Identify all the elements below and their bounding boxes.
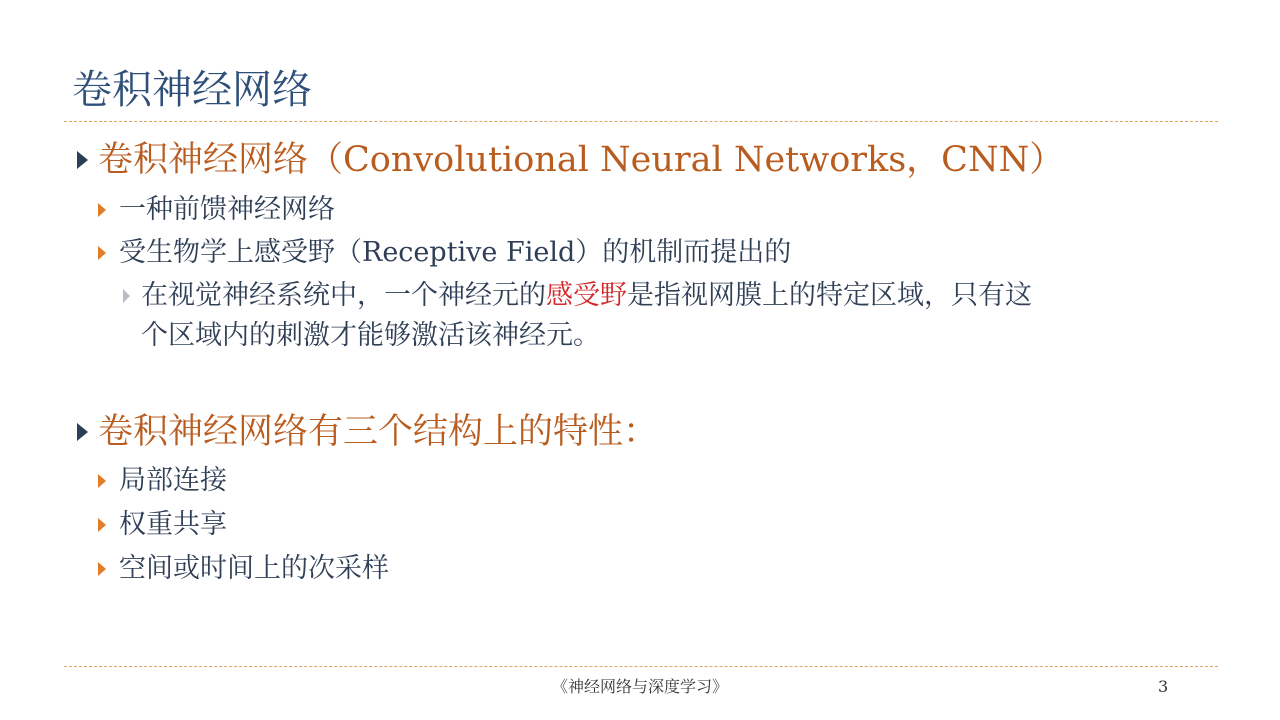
title-divider: [64, 121, 1218, 122]
bullet-three-properties: 卷积神经网络有三个结构上的特性：: [98, 412, 659, 452]
level2-bullet-icon: [98, 518, 106, 532]
bullet-receptive-origin: 受生物学上感受野（Receptive Field）的机制而提出的: [119, 237, 792, 268]
bullet-local-connection: 局部连接: [119, 465, 227, 496]
level2-bullet-icon: [98, 246, 106, 260]
slide-title: 卷积神经网络: [72, 67, 312, 113]
receptive-desc-text: 在视觉神经系统中，一个神经元的: [141, 280, 546, 311]
level2-bullet-icon: [98, 562, 106, 576]
level1-bullet-icon: [77, 423, 88, 441]
level2-bullet-icon: [98, 203, 106, 217]
bullet-receptive-desc-line1: [141, 276, 1032, 316]
page-number: 3: [1158, 677, 1169, 696]
bullet-feedforward: 一种前馈神经网络: [119, 194, 335, 225]
bullet-weight-sharing: 权重共享: [119, 509, 227, 540]
bullet-receptive-desc-line2: 个区域内的刺激才能够激活该神经元。: [141, 320, 600, 351]
level2-bullet-icon: [98, 474, 106, 488]
bullet-cnn-intro: 卷积神经网络（Convolutional Neural Networks，CNN）: [98, 140, 1065, 180]
receptive-desc-text: 是指视网膜上的特定区域，只有这: [627, 280, 1032, 311]
level3-bullet-icon: [123, 289, 130, 303]
footer-divider: [64, 666, 1218, 667]
receptive-field-highlight: 感受野: [546, 280, 627, 311]
bullet-subsampling: 空间或时间上的次采样: [119, 553, 389, 584]
footer-book-title: 《神经网络与深度学习》: [551, 677, 728, 696]
level1-bullet-icon: [77, 151, 88, 169]
